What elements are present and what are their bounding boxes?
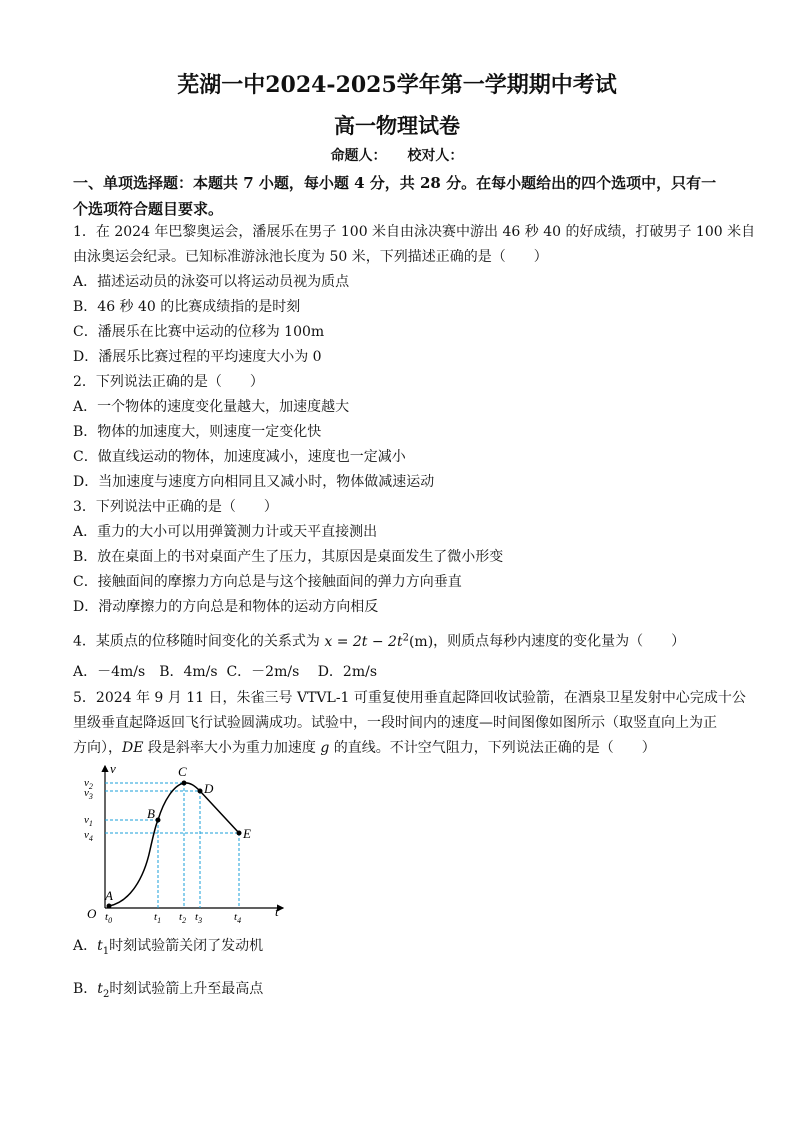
q1-stem-line2: 由泳奥运会纪录。已知标准游泳池长度为 50 米，下列描述正确的是（ ） bbox=[73, 249, 548, 265]
q5-option-a-text: 时刻试验箭关闭了发动机 bbox=[109, 938, 264, 954]
exam-title: 芜湖一中2024-2025学年第一学期期中考试 bbox=[177, 72, 617, 98]
checker-label: 校对人： bbox=[407, 148, 464, 164]
q5-option-b-prefix: B． bbox=[73, 981, 98, 997]
q5-option-a-sub: 1 bbox=[102, 945, 110, 957]
tick-t2: $t_2$ bbox=[179, 911, 187, 925]
point-c-dot bbox=[182, 781, 187, 786]
q5-stem-line3-a: 方向）， bbox=[73, 740, 122, 756]
tick-t1: $t_1$ bbox=[154, 911, 162, 925]
q1-option-c: C．潘展乐在比赛中运动的位移为 100m bbox=[73, 324, 325, 340]
point-c-label: C bbox=[178, 764, 187, 779]
velocity-curve bbox=[109, 783, 239, 906]
q4-stem-suffix: ，则质点每秒内速度的变化量为（ ） bbox=[433, 633, 686, 650]
q2-stem: 2．下列说法正确的是（ ） bbox=[73, 374, 264, 390]
q2-option-a: A．一个物体的速度变化量越大，加速度越大 bbox=[73, 399, 350, 415]
q4-formula-unit: (m) bbox=[408, 633, 434, 650]
axis-y-label: v bbox=[110, 761, 116, 776]
q5-de-label: DE bbox=[122, 740, 144, 756]
q5-option-a bbox=[73, 936, 733, 962]
q4-stem bbox=[73, 628, 733, 652]
tick-v2: $v_2$ bbox=[84, 777, 93, 791]
q5-stem-line3-c: 的直线。不计空气阻力，下列说法正确的是（ ） bbox=[329, 740, 656, 756]
q4-formula-rhs: = 2t − 2t bbox=[332, 633, 403, 650]
authors-line bbox=[0, 145, 794, 165]
q2-option-c: C．做直线运动的物体，加速度减小，速度也一定减小 bbox=[73, 449, 406, 465]
point-e-label: E bbox=[243, 826, 251, 841]
q5-stem-line1: 5．2024 年 9 月 11 日，朱雀三号 VTVL-1 可重复使用垂直起降回收试验箭，在酒泉卫星发射中心完成十公 bbox=[73, 690, 746, 706]
q4-formula-exponent: 2 bbox=[402, 632, 409, 643]
point-a-label: A bbox=[105, 888, 113, 903]
point-a-dot bbox=[107, 904, 112, 909]
q5-stem-line2: 里级垂直起降返回飞行试验圆满成功。试验中，一段时间内的速度—时间图像如图所示（取竖直向上为正 bbox=[73, 715, 717, 731]
q3-stem: 3．下列说法中正确的是（ ） bbox=[73, 499, 278, 515]
setter-label: 命题人： bbox=[330, 148, 387, 164]
point-d-label: D bbox=[204, 781, 214, 796]
q3-option-c: C．接触面间的摩擦力方向总是与这个接触面间的弹力方向垂直 bbox=[73, 574, 462, 590]
point-b-dot bbox=[156, 818, 161, 823]
tick-t3: $t_3$ bbox=[195, 911, 203, 925]
q5-option-b-sub: 2 bbox=[102, 988, 110, 1000]
q3-option-a: A．重力的大小可以用弹簧测力计或天平直接测出 bbox=[73, 524, 378, 540]
section-heading: 一、单项选择题：本题共 7 小题，每小题 4 分，共 28 分。在每小题给出的四个选项中，只有一个选项符合题目要求。 bbox=[73, 174, 717, 218]
tick-v1: $v_1$ bbox=[84, 814, 93, 828]
point-e-dot bbox=[237, 831, 242, 836]
q2-option-d: D．当加速度与速度方向相同且又减小时，物体做减速运动 bbox=[73, 474, 435, 490]
origin-label: O bbox=[87, 906, 97, 921]
velocity-time-graph bbox=[78, 760, 288, 925]
q1-option-b: B．46 秒 40 的比赛成绩指的是时刻 bbox=[73, 299, 301, 315]
tick-t4: $t_4$ bbox=[234, 911, 242, 925]
q4-stem-prefix: 4．某质点的位移随时间变化的关系式为 bbox=[73, 633, 320, 650]
q1-option-d: D．潘展乐比赛过程的平均速度大小为 0 bbox=[73, 349, 322, 365]
q2-option-b: B．物体的加速度大，则速度一定变化快 bbox=[73, 424, 322, 440]
point-d-dot bbox=[198, 789, 203, 794]
q5-stem-line3-b: 段是斜率大小为重力加速度 bbox=[143, 740, 321, 756]
subject-title: 高一物理试卷 bbox=[334, 113, 460, 138]
q5-option-b bbox=[73, 979, 733, 1005]
q5-option-a-var: t bbox=[97, 938, 103, 954]
guide-lines bbox=[105, 783, 239, 908]
q5-option-b-text: 时刻试验箭上升至最高点 bbox=[109, 981, 264, 997]
tick-v3: $v_3$ bbox=[84, 787, 93, 801]
axis-x-label: t bbox=[275, 904, 279, 919]
q4-formula bbox=[324, 634, 433, 650]
q1-option-a: A．描述运动员的泳姿可以将运动员视为质点 bbox=[73, 274, 350, 290]
q4-formula-lhs: x bbox=[324, 633, 333, 650]
q1-stem-line1: 1．在 2024 年巴黎奥运会，潘展乐在男子 100 米自由泳决赛中游出 46 秒 40 的好成绩，打破男子 100 米自 bbox=[73, 224, 756, 240]
q5-stem-line3 bbox=[73, 738, 733, 758]
tick-v4: $v_4$ bbox=[84, 829, 93, 843]
q3-option-b: B．放在桌面上的书对桌面产生了压力，其原因是桌面发生了微小形变 bbox=[73, 549, 504, 565]
q5-option-b-var: t bbox=[97, 981, 103, 997]
point-b-label: B bbox=[147, 806, 155, 821]
tick-t0: $t_0$ bbox=[105, 911, 113, 925]
q3-option-d: D．滑动摩擦力的方向总是和物体的运动方向相反 bbox=[73, 599, 379, 615]
q5-option-a-prefix: A． bbox=[73, 938, 98, 954]
q4-options: A．－4m/s B．4m/s C．－2m/s D．2m/s bbox=[73, 664, 378, 680]
q5-g-label: g bbox=[320, 740, 330, 756]
